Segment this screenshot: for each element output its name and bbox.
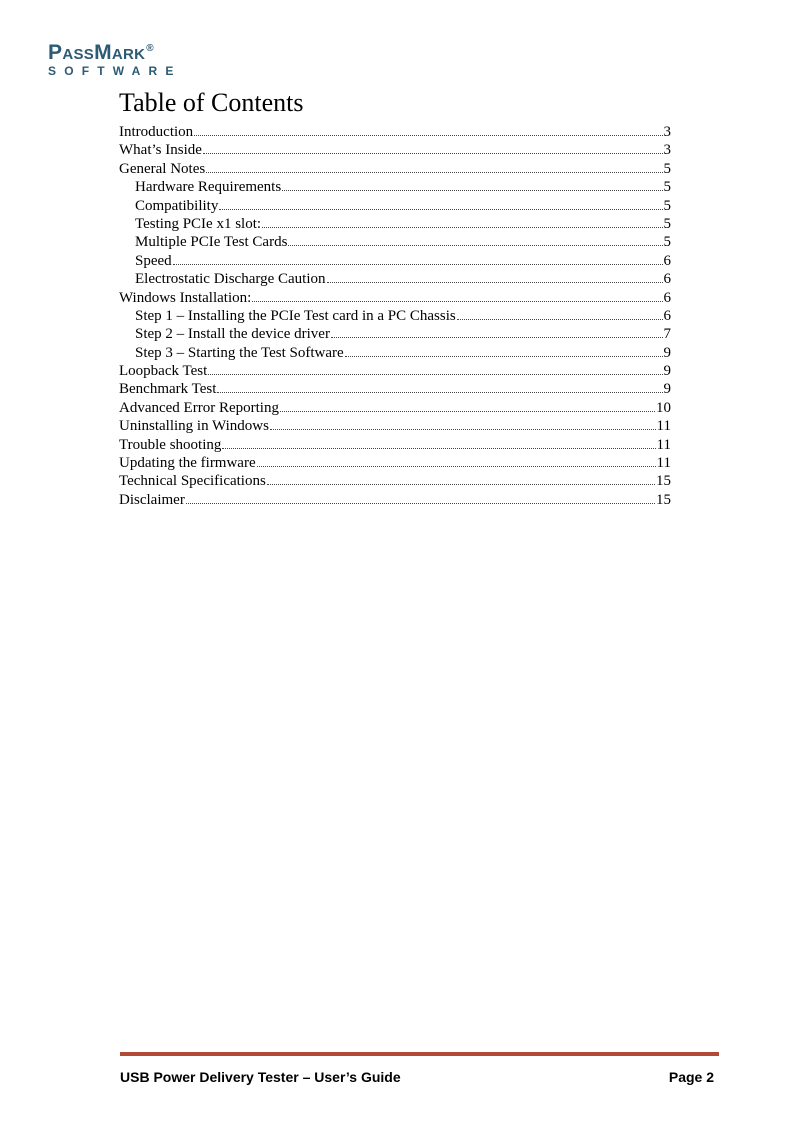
toc-entry[interactable] — [119, 270, 671, 288]
toc-entry-page: 11 — [656, 436, 671, 453]
toc-entry-title: Compatibility — [135, 197, 219, 214]
toc-entry-page: 7 — [663, 326, 671, 343]
toc-entry[interactable] — [119, 197, 671, 215]
dot-leader — [257, 466, 656, 467]
toc-entry[interactable] — [119, 362, 671, 380]
dot-leader — [173, 264, 663, 265]
dot-leader — [262, 227, 662, 228]
dot-leader — [270, 429, 656, 430]
dot-leader — [345, 356, 663, 357]
toc-entry[interactable] — [119, 472, 671, 490]
toc-entry-page: 9 — [663, 363, 671, 380]
dot-leader — [267, 484, 655, 485]
dot-leader — [282, 190, 662, 191]
dot-leader — [219, 209, 662, 210]
toc-entry-page: 3 — [663, 142, 671, 159]
toc-entry-page: 5 — [663, 160, 671, 177]
passmark-logo — [48, 38, 182, 77]
toc-entry-title: Testing PCIe x1 slot: — [135, 215, 262, 232]
toc-entry[interactable] — [119, 123, 671, 141]
toc-entry-title: Step 2 – Install the device driver — [135, 326, 330, 343]
toc-entry-title: Technical Specifications — [119, 473, 266, 490]
toc-entry[interactable] — [119, 252, 671, 270]
toc-entry-page: 6 — [663, 271, 671, 288]
toc-entry-title: Electrostatic Discharge Caution — [135, 271, 326, 288]
footer-page-number: Page 2 — [668, 1069, 714, 1085]
dot-leader — [186, 503, 655, 504]
toc-entry-title: General Notes — [119, 160, 206, 177]
toc-entry[interactable] — [119, 399, 671, 417]
toc-entry-title: Benchmark Test — [119, 381, 217, 398]
toc-list — [119, 123, 671, 509]
toc-entry-title: What’s Inside — [119, 142, 202, 159]
toc-entry-title: Speed — [135, 252, 172, 269]
toc-entry-title: Updating the firmware — [119, 455, 256, 472]
toc-entry-page: 5 — [663, 197, 671, 214]
toc-entry-title: Introduction — [119, 124, 194, 140]
toc-entry-page: 5 — [663, 234, 671, 251]
dot-leader — [280, 411, 655, 412]
toc-entry-title: Step 1 – Installing the PCIe Test card in a PC Chassis — [135, 307, 456, 324]
toc-entry[interactable] — [119, 178, 671, 196]
toc-entry[interactable] — [119, 417, 671, 435]
toc-entry-page: 5 — [663, 179, 671, 196]
dot-leader — [217, 392, 662, 393]
logo-wordmark: PASSMARK® — [48, 41, 154, 64]
toc-entry-title: Multiple PCIe Test Cards — [135, 234, 288, 251]
toc-entry-page: 11 — [656, 418, 671, 435]
toc-entry[interactable] — [119, 141, 671, 159]
footer-document-title: USB Power Delivery Tester – User’s Guide — [120, 1069, 401, 1085]
toc-entry-page: 9 — [663, 381, 671, 398]
toc-entry[interactable] — [119, 215, 671, 233]
footer-divider — [120, 1052, 719, 1056]
toc-entry[interactable] — [119, 289, 671, 307]
toc-entry-page: 9 — [663, 344, 671, 361]
dot-leader — [206, 172, 662, 173]
toc-entry-title: Windows Installation: — [119, 289, 252, 306]
dot-leader — [208, 374, 662, 375]
toc-entry[interactable] — [119, 380, 671, 398]
toc-entry[interactable] — [119, 325, 671, 343]
toc-entry[interactable] — [119, 233, 671, 251]
toc-entry-page: 5 — [663, 215, 671, 232]
dot-leader — [327, 282, 663, 283]
toc-entry-title: Loopback Test — [119, 363, 208, 380]
logo-subtitle: SOFTWARE — [48, 64, 182, 78]
dot-leader — [331, 337, 663, 338]
toc-entry-page: 11 — [656, 455, 671, 472]
dot-leader — [288, 245, 662, 246]
toc-entry-page: 6 — [663, 289, 671, 306]
toc-entry[interactable] — [119, 436, 671, 454]
toc-entry-title: Advanced Error Reporting — [119, 399, 279, 416]
toc-entry-page: 6 — [663, 307, 671, 324]
toc-entry-page: 15 — [656, 491, 671, 508]
toc-entry-title: Disclaimer — [119, 491, 185, 508]
toc-entry[interactable] — [119, 307, 671, 325]
toc-entry[interactable] — [119, 344, 671, 362]
toc-entry-page: 3 — [663, 124, 671, 140]
dot-leader — [252, 301, 662, 302]
toc-entry-title: Hardware Requirements — [135, 179, 282, 196]
dot-leader — [203, 153, 663, 154]
toc-entry[interactable] — [119, 491, 671, 509]
toc-entry-page: 6 — [663, 252, 671, 269]
toc-entry-title: Uninstalling in Windows — [119, 418, 269, 435]
dot-leader — [194, 135, 662, 136]
dot-leader — [222, 448, 655, 449]
toc-title: Table of Contents — [119, 88, 304, 117]
toc-entry-page: 10 — [656, 399, 671, 416]
toc-entry-title: Step 3 – Starting the Test Software — [135, 344, 344, 361]
toc-entry-page: 15 — [656, 473, 671, 490]
dot-leader — [457, 319, 663, 320]
toc-entry[interactable] — [119, 160, 671, 178]
toc-entry-title: Trouble shooting — [119, 436, 222, 453]
toc-entry[interactable] — [119, 454, 671, 472]
